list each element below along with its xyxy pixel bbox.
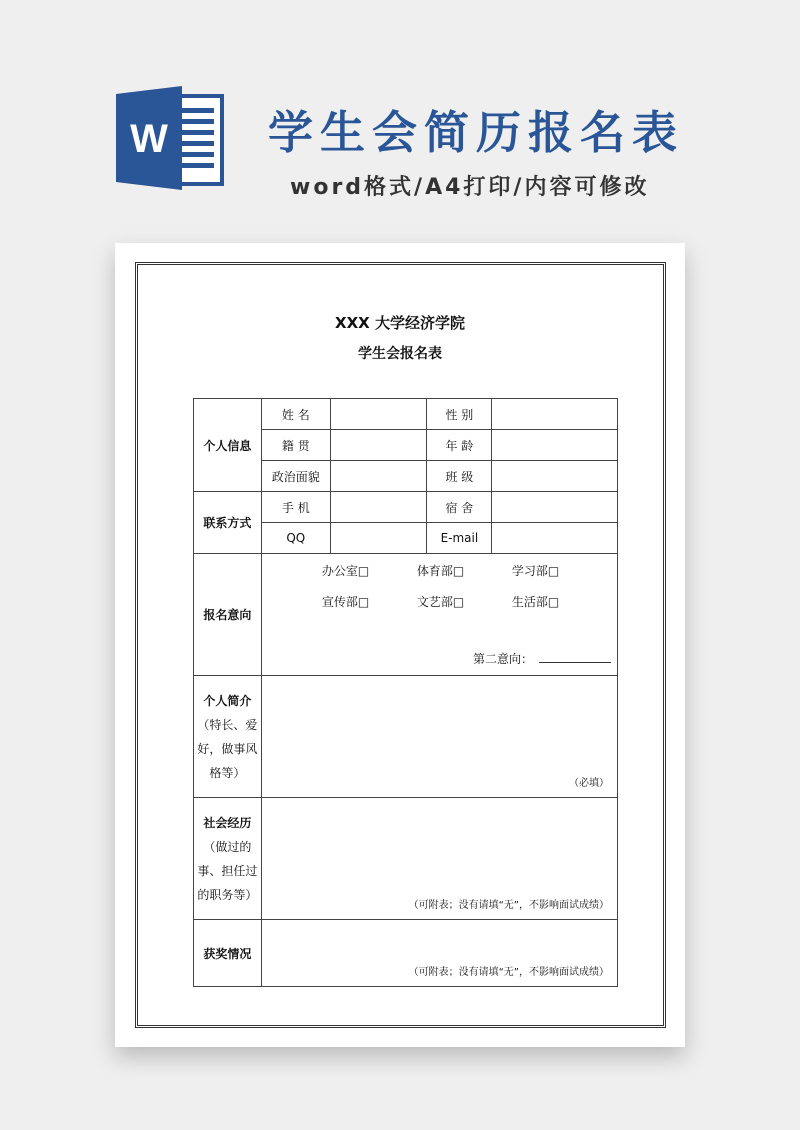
field-label: 政治面貌 [261, 461, 330, 492]
intro-input[interactable]: （必填） [261, 676, 617, 798]
section-label: 个人简介 （特长、爱 好，做事风 格等） [194, 676, 262, 798]
option-checkbox[interactable]: 体育部□ [416, 564, 465, 578]
second-intent-label: 第二意向： [472, 652, 533, 666]
svg-text:W: W [130, 117, 168, 161]
option-checkbox[interactable]: 生活部□ [511, 595, 560, 609]
form-table [193, 398, 618, 987]
field-label: E-mail [427, 523, 492, 554]
social-input[interactable]: （可附表；没有请填“无”，不影响面试成绩） [261, 798, 617, 920]
field-input[interactable] [492, 492, 618, 523]
option-checkbox[interactable]: 宣传部□ [321, 595, 370, 609]
section-label: 个人信息 [194, 399, 262, 492]
field-input[interactable] [330, 523, 427, 554]
field-input[interactable] [492, 430, 618, 461]
awards-input[interactable]: （可附表；没有请填“无”，不影响面试成绩） [261, 920, 617, 987]
word-logo-icon [116, 86, 226, 190]
field-input[interactable] [330, 430, 427, 461]
intent-cell [261, 554, 617, 676]
section-label: 获奖情况 [194, 920, 262, 987]
page-subtitle: word格式/A4打印/内容可修改 [290, 175, 650, 200]
field-input[interactable] [492, 461, 618, 492]
option-checkbox[interactable]: 办公室□ [321, 564, 370, 578]
section-label: 社会经历 （做过的 事、担任过 的职务等） [194, 798, 262, 920]
second-intent-input[interactable] [539, 662, 611, 663]
page-title: 学生会简历报名表 [268, 106, 685, 159]
field-label: 籍 贯 [261, 430, 330, 461]
section-label: 联系方式 [194, 492, 262, 554]
option-checkbox[interactable]: 文艺部□ [416, 595, 465, 609]
field-input[interactable] [330, 399, 427, 430]
field-label: 性 别 [427, 399, 492, 430]
section-label: 报名意向 [194, 554, 262, 676]
field-input[interactable] [492, 399, 618, 430]
field-label: 年 龄 [427, 430, 492, 461]
field-input[interactable] [492, 523, 618, 554]
field-label: QQ [261, 523, 330, 554]
field-label: 姓 名 [261, 399, 330, 430]
field-label: 宿 舍 [427, 492, 492, 523]
field-input[interactable] [330, 492, 427, 523]
doc-subtitle: 学生会报名表 [358, 346, 442, 362]
field-label: 班 级 [427, 461, 492, 492]
option-checkbox[interactable]: 学习部□ [511, 564, 560, 578]
field-input[interactable] [330, 461, 427, 492]
field-label: 手 机 [261, 492, 330, 523]
doc-title: XXX 大学经济学院 [335, 314, 465, 332]
